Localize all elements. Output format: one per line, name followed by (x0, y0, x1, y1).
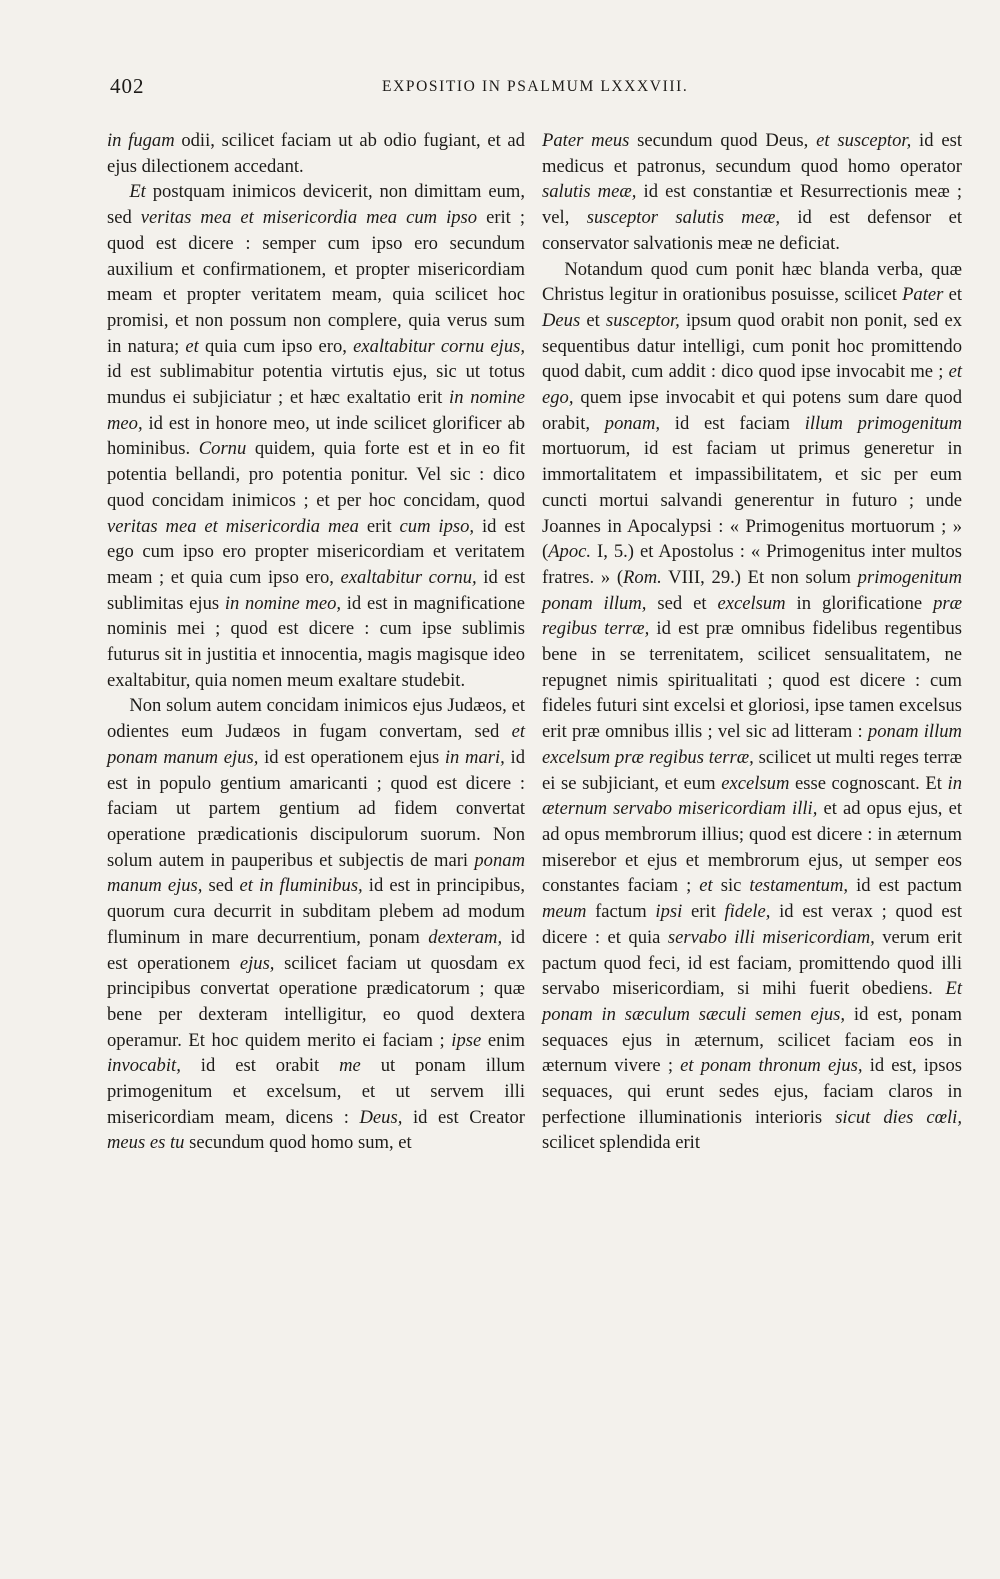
text-run: id est, ponam sequaces ejus in æternum, scilicet faciam eos in æternum vivere ; (542, 1003, 962, 1077)
running-head (0, 74, 1000, 104)
text-run: odii, scilicet faciam ut ab odio fugiant, et ad ejus dilectionem accedant. (107, 130, 525, 177)
italic-run: exaltabitur cornu, (340, 566, 477, 588)
right-column (542, 128, 962, 1156)
text-run: id est orabit (180, 1055, 340, 1077)
text-run: id est præ omnibus fidelibus regentibus bene in se terrenitatem, scilicet sensualitatem, ne repugnet nimis spiritualitati ; quod est dicere : cum fideles futuri sint excelsi et gloriosi, ipse tamen excelsus erit præ omnibus illis ; vel sic ad litteram : (542, 618, 962, 743)
italic-run: veritas mea et misericordia mea (107, 515, 359, 537)
italic-run: primogenitum ponam illum, (542, 566, 962, 614)
italic-run: meum (542, 901, 587, 923)
text-run: id est constantiæ et Resurrectionis meæ ; vel, (542, 181, 962, 229)
text-run: ut ponam illum primogenitum et excelsum, et ut servem illi misericordiam meam, dicens : (107, 1055, 525, 1128)
text-run: id est in principibus, quorum cura decurrit in subditam plebem ad modum fluminum in mare decurrentium, ponam (107, 875, 525, 948)
italic-run: illum primogenitum (804, 412, 962, 434)
italic-run: invocabit, (107, 1055, 181, 1077)
italic-run: meus es tu (107, 1132, 185, 1154)
left-column (107, 128, 525, 1156)
italic-run: Et (129, 181, 146, 203)
paragraph (542, 128, 962, 257)
text-run: id est, ipsos sequaces, qui erunt sedes ejus, faciam claros in perfectione illuminationis interioris (542, 1055, 962, 1128)
text-run: id est defensor et conservator salvationis meæ ne deficiat. (542, 207, 962, 254)
text-run: secundum quod Deus, (629, 130, 817, 151)
paragraph (107, 128, 525, 179)
text-run: postquam inimicos devicerit, non dimittam eum, sed (107, 181, 525, 229)
text-run: id est sublimitas ejus (107, 566, 525, 614)
text-run: id est Creator (402, 1106, 525, 1128)
italic-run: ponam, (604, 412, 661, 434)
text-run: mortuorum, id est faciam ut primus generetur in immortalitatem et impassibilitatem, et sic per eum cuncti mortui salvandi generentur in futuro ; unde Joannes in Apocalypsi : « Primogenitus mortuorum ; » ( (542, 438, 962, 563)
text-run: secundum quod homo sum, et (184, 1132, 412, 1154)
italic-run: cum ipso, (399, 515, 475, 537)
italic-run: veritas mea et misericordia mea cum ipso (140, 207, 478, 229)
italic-run: ponam illum excelsum præ regibus terræ, (542, 721, 962, 768)
text-run: et (943, 284, 962, 306)
text-run: Notandum quod cum ponit hæc blanda verba, quæ Christus legitur in orationibus posuisse, scilicet (542, 258, 962, 306)
text-run: id est ego cum ipso ero propter misericordiam et veritatem meam ; et quia cum ipso ero, (107, 515, 525, 588)
italic-run: in nomine meo, (107, 387, 525, 434)
italic-run: et ego, (542, 361, 962, 409)
italic-run: me (339, 1055, 361, 1077)
text-run: Non solum autem concidam inimicos ejus Judæos, et odientes eum Judæos in fugam convertam, sed (107, 695, 525, 743)
paragraph (107, 179, 525, 693)
italic-run: præ regibus terræ, (542, 592, 962, 640)
text-run: id est pactum (848, 875, 962, 897)
italic-run: et (699, 875, 713, 897)
text-run: id est medicus et patronus, secundum quod homo operator (542, 130, 962, 177)
italic-run: Pater (902, 284, 944, 306)
text-run: id est sublimabitur potentia virtutis ejus, sic ut totus mundus ei subjiciatur ; et hæc exaltatio erit (107, 361, 525, 409)
text-run: factum (586, 901, 656, 923)
text-run: et ad opus ejus, et ad opus membrorum illius; quod est dicere : in æternum miserebor et ejus et membrorum ejus, ut semper eos constantes faciam ; (542, 798, 962, 897)
text-run: et (580, 309, 606, 331)
italic-run: salutis meæ, (542, 181, 637, 203)
italic-run: et in fluminibus, (239, 875, 363, 897)
italic-run: Rom. (623, 566, 662, 588)
italic-run: in æternum servabo misericordiam illi, (542, 772, 962, 820)
text-run: VIII, 29.) Et non solum (661, 566, 858, 588)
italic-run: in fugam (107, 130, 175, 151)
text-run: id est verax ; quod est dicere : et quia (542, 901, 963, 948)
italic-run: Et ponam in sæculum sæculi semen ejus, (542, 978, 962, 1025)
text-run: sed (202, 875, 240, 897)
text-run: verum erit pactum quod feci, id est faciam, promittendo quod illi servabo misericordiam, si mihi fuerit obediens. (542, 926, 962, 1000)
italic-run: ipse (451, 1029, 482, 1051)
text-run: erit (358, 515, 400, 537)
italic-run: et (185, 335, 199, 357)
text-run: scilicet ut multi reges terræ ei se subjiciant, et eum (542, 746, 962, 794)
text-run: enim (481, 1029, 526, 1051)
text-run: I, 5.) et Apostolus : « Primogenitus inter multos fratres. » ( (542, 541, 962, 588)
text-run: sed et (646, 592, 718, 614)
text-run: ipsum quod orabit non ponit, sed ex sequentibus datur intelligi, cum ponit hoc promittendo quod dabit, cum addit : dico quod ipse invocabit me ; (542, 309, 963, 383)
text-run: erit ; quod est dicere : semper cum ipso ero secundum auxilium et confirmationem, et propter misericordiam meam et propter veritatem meam, quia scilicet hoc promisi, et non possum non complere, quia verus sum in natura; (107, 207, 526, 357)
italic-run: dexteram, (428, 926, 503, 948)
text-run: id est in honore meo, ut inde scilicet glorificer ab hominibus. (107, 412, 525, 460)
text-run: quem ipse invocabit et qui potens sum dare quod orabit, (542, 387, 962, 434)
italic-run: excelsum (721, 772, 790, 794)
italic-run: sicut dies cœli, (835, 1106, 962, 1128)
running-title: EXPOSITIO IN PSALMUM LXXXVIII. (382, 78, 689, 95)
italic-run: Deus, (359, 1106, 403, 1128)
paragraph (542, 257, 962, 1157)
italic-run: ejus, (239, 952, 275, 974)
italic-run: susceptor, (605, 309, 680, 331)
text-run: quidem, quia forte est et in eo fit potentia bellandi, pro potentia ponitur. Vel sic : dico quod concidam inimicos ; et per hoc concidam, quod (107, 438, 525, 511)
italic-run: et ponam thronum ejus, (680, 1055, 863, 1077)
italic-run: servabo illi misericordiam, (667, 926, 875, 948)
italic-run: Pater meus (542, 130, 630, 151)
text-run: in glorificatione (785, 592, 934, 614)
italic-run: et susceptor, (816, 130, 912, 151)
italic-run: exaltabitur cornu ejus, (353, 335, 525, 357)
text-run: id est faciam (660, 412, 805, 434)
italic-run: ponam manum ejus, (107, 849, 525, 897)
italic-run: Cornu (198, 438, 247, 460)
text-run: quia cum ipso ero, (198, 335, 354, 357)
italic-run: excelsum (717, 592, 786, 614)
italic-run: ipsi (655, 901, 683, 923)
text-run: erit (682, 901, 725, 923)
italic-run: susceptor salutis meæ, (586, 207, 781, 229)
page-number: 402 (110, 74, 145, 98)
italic-run: fidele, (724, 901, 771, 923)
paragraph (107, 693, 525, 1156)
italic-run: et ponam manum ejus, (107, 721, 525, 768)
italic-run: in nomine meo, (224, 592, 342, 614)
text-run: esse cognoscant. Et (789, 772, 948, 794)
text-run: id est in magnificatione nominis mei ; quod est dicere : cum ipse sublimis futurus sit in justitia et innocentia, magis magisque ideo exaltabitur, quia nomen meum exaltare studebit. (107, 592, 525, 691)
text-run: id est operationem (107, 926, 525, 974)
text-run: scilicet splendida erit (542, 1132, 700, 1154)
italic-run: testamentum, (749, 875, 849, 897)
italic-run: in mari, (444, 746, 505, 768)
text-run: id est in populo gentium amaricanti ; quod est dicere : faciam ut partem gentium ad fidem convertat operatione prædicationis discipulorum suorum. Non solum autem in pauperibus et subjectis de mari (107, 746, 526, 871)
italic-run: Apoc. (548, 541, 592, 563)
text-run: sic (712, 875, 750, 897)
text-run: id est operationem ejus (258, 746, 445, 768)
italic-run: Deus (542, 309, 581, 331)
text-run: scilicet faciam ut quosdam ex principibus convertat operatione prædicatorum ; quæ bene per dexteram intelligitur, eo quod dextera operamur. Et hoc quidem merito ei faciam ; (107, 952, 525, 1051)
